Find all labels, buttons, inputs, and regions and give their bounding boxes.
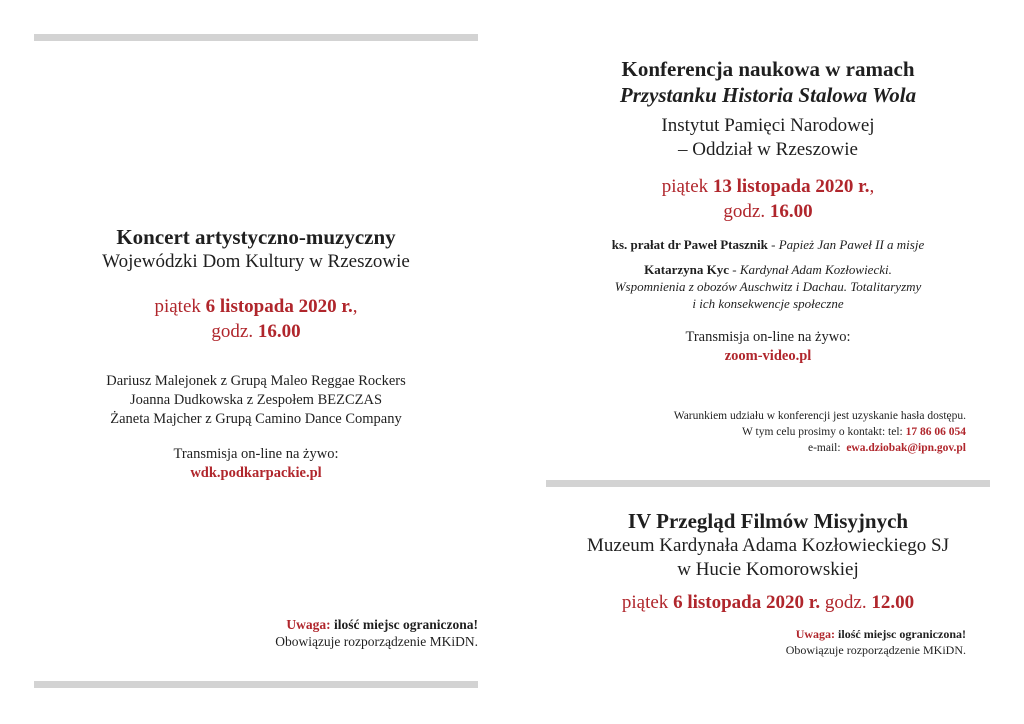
film-note-rule: Obowiązuje rozporządzenie MKiDN. — [785, 643, 966, 657]
concert-date: piątek 6 listopada 2020 r., — [154, 296, 358, 317]
film-date: piątek 6 listopada 2020 r. godz. 12.00 — [621, 592, 915, 613]
conference-title-line1: Konferencja naukowa w ramach — [621, 57, 915, 81]
concert-note — [275, 616, 478, 650]
film-section — [546, 508, 990, 615]
concert-stream-label: Transmisja on-line na żywo: — [173, 446, 339, 462]
divider-top-left — [34, 34, 478, 41]
film-note-text: ilość miejsc ograniczona! — [835, 627, 966, 641]
contact-email[interactable]: ewa.dziobak@ipn.gov.pl — [846, 442, 966, 454]
film-note — [786, 626, 966, 658]
concert-title: Koncert artystyczno-muzyczny — [116, 225, 396, 249]
concert-section — [34, 224, 478, 483]
note-text: ilość miejsc ograniczona! — [330, 617, 478, 632]
conference-org-line1: Instytut Pamięci Narodowej — [661, 115, 875, 136]
divider-bottom-left — [34, 681, 478, 688]
list-item: Dariusz Malejonek z Grupą Maleo Reggae Rockers — [106, 373, 406, 389]
conference-stream-link[interactable]: zoom-video.pl — [724, 348, 812, 364]
concert-venue: Wojewódzki Dom Kultury w Rzeszowie — [102, 251, 410, 272]
conference-org-line2: – Oddział w Rzeszowie — [678, 139, 858, 160]
contact-line2: W tym celu prosimy o kontakt: tel: 17 86 06 054 — [741, 426, 966, 438]
list-item: Joanna Dudkowska z Zespołem BEZCZAS — [129, 392, 383, 408]
conference-contact — [674, 408, 966, 456]
conference-date: piątek 13 listopada 2020 r., — [661, 176, 875, 197]
conference-speaker-2: Katarzyna Kyc - Kardynał Adam Kozłowiecki. Wspomnienia z obozów Auschwitz i Dachau. Totalitaryzmy i ich konsekwencje społeczne — [614, 262, 922, 311]
concert-time: godz. 16.00 — [211, 321, 301, 342]
contact-line1: Warunkiem udziału w konferencji jest uzyskanie hasła dostępu. — [673, 410, 966, 422]
film-org-line2: w Hucie Komorowskiej — [677, 559, 859, 580]
conference-section — [546, 56, 990, 366]
note-rule: Obowiązuje rozporządzenie MKiDN. — [275, 634, 478, 649]
divider-middle-right — [546, 480, 990, 487]
list-item: Żaneta Majcher z Grupą Camino Dance Company — [110, 411, 402, 427]
film-org-line1: Muzeum Kardynała Adama Kozłowieckiego SJ — [587, 535, 949, 556]
note-label: Uwaga: — [286, 617, 331, 632]
film-note-label: Uwaga: — [795, 627, 836, 641]
conference-time: godz. 16.00 — [723, 201, 813, 222]
concert-performers — [34, 372, 478, 429]
film-title: IV Przegląd Filmów Misyjnych — [627, 509, 909, 533]
conference-stream-label: Transmisja on-line na żywo: — [685, 329, 851, 345]
contact-line3: e-mail: ewa.dziobak@ipn.gov.pl — [808, 442, 966, 454]
conference-title-line2: Przystanku Historia Stalowa Wola — [619, 83, 917, 107]
contact-phone[interactable]: 17 86 06 054 — [905, 426, 966, 438]
concert-stream-link[interactable]: wdk.podkarpackie.pl — [190, 465, 322, 481]
conference-speaker-1: ks. prałat dr Paweł Ptasznik - Papież Jan Paweł II a misje — [611, 237, 925, 252]
